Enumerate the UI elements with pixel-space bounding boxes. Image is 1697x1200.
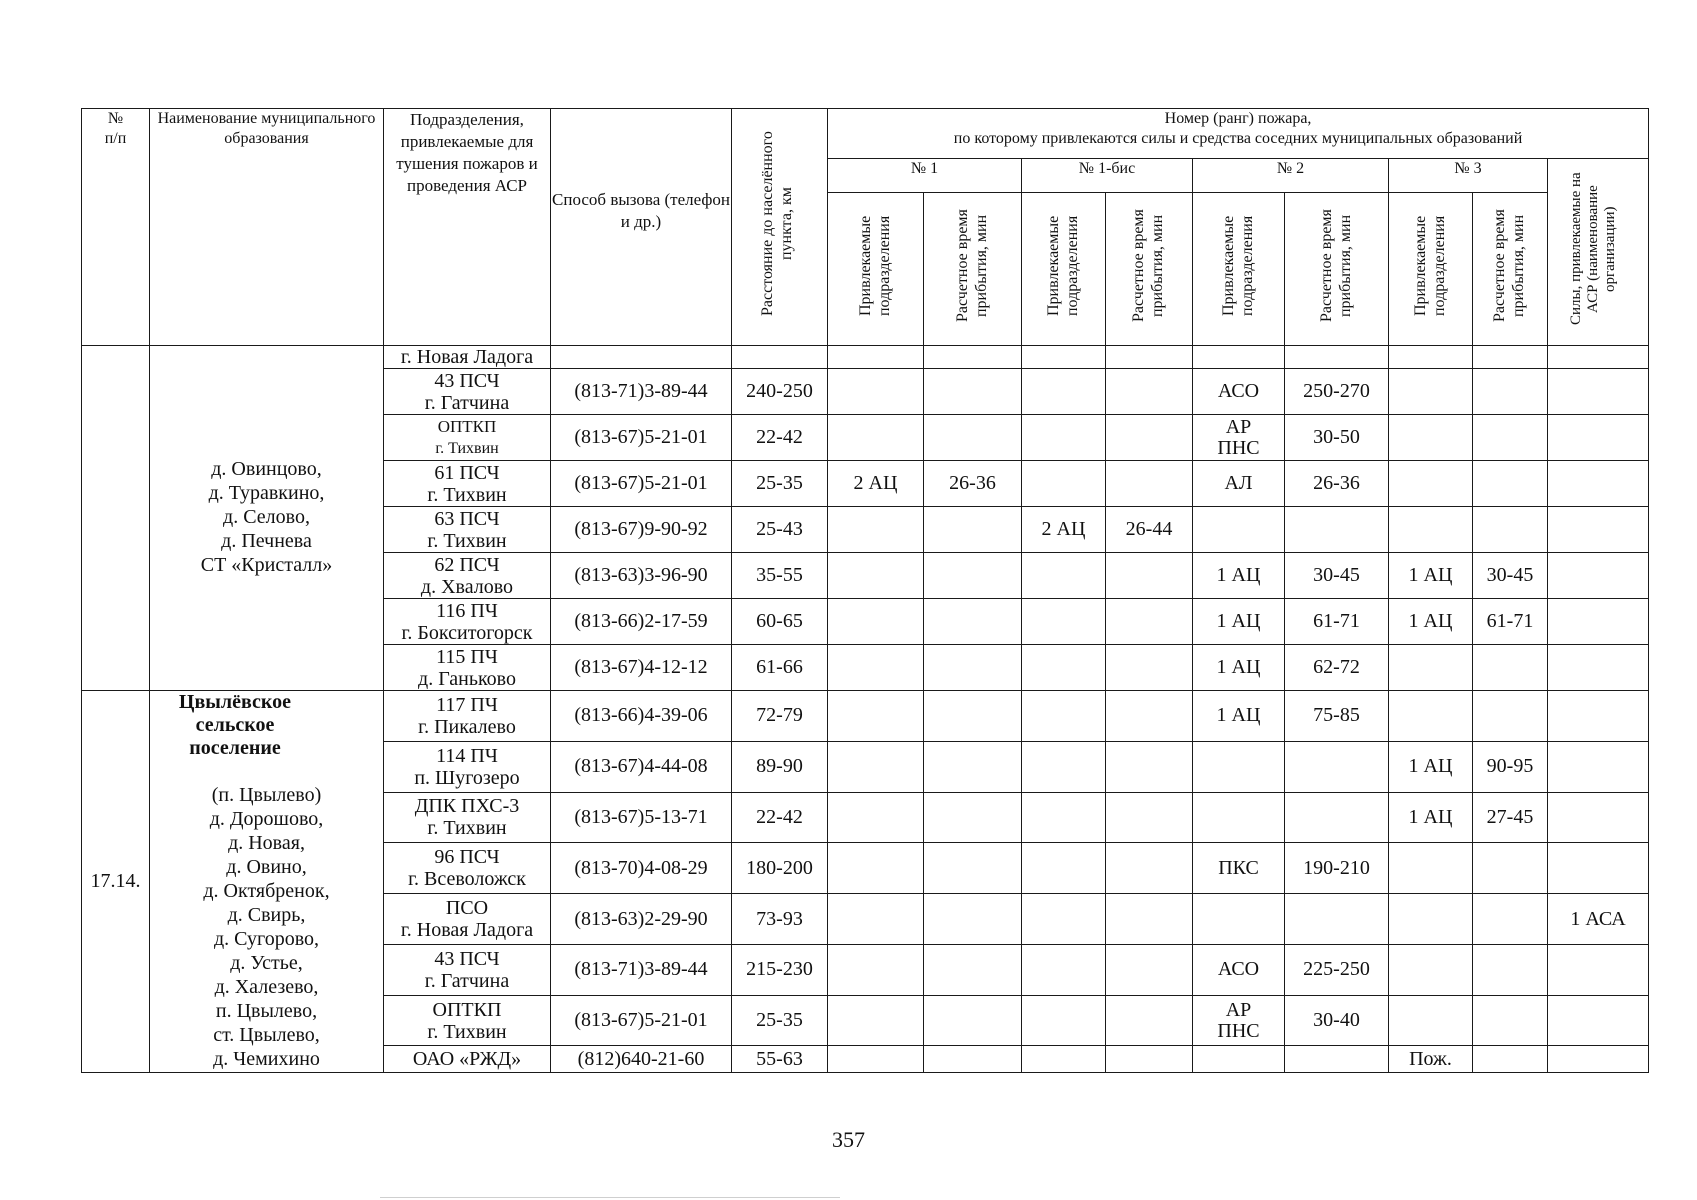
rank3-units-cell [1389,691,1473,742]
rank-1: № 1 [828,159,1022,193]
header-num: № п/п [82,109,150,346]
rank1bis-units-cell [1022,944,1106,995]
rank1-time-cell [924,369,1022,415]
rank1bis-time-cell [1106,691,1193,742]
rank2-time-cell [1285,894,1389,945]
rank1bis-time-cell [1106,461,1193,507]
table-row [82,346,1649,369]
unit-name: 117 ПЧ [436,693,498,716]
unit-cell [384,995,551,1046]
rank1bis-time-cell [1106,415,1193,461]
rank1-time-cell [924,843,1022,894]
unit-location: г. Тихвин [427,1020,507,1043]
sub-time-r3-label: Расчетное время прибытия, мин [1491,209,1527,323]
rank2-units-cell: АСО [1193,944,1285,995]
settlement-name: д. Халезево, [214,976,319,998]
call-method-cell: (813-67)5-21-01 [551,461,732,507]
distance-cell: 72-79 [732,691,828,742]
asr-forces-cell [1548,369,1649,415]
unit-location: г. Всеволожск [408,868,526,891]
rank3-time-cell: 61-71 [1473,599,1548,645]
distance-cell: 22-42 [732,415,828,461]
settlement-name: д. Чемихино [213,1048,320,1070]
unit-name: 114 ПЧ [436,744,498,767]
unit-cell [384,1046,551,1073]
rank1bis-time-cell [1106,599,1193,645]
rank-3: № 3 [1389,159,1548,193]
unit-name: ПСО [445,897,489,920]
unit-location: г. Тихвин [427,817,507,840]
rank1-time-cell [924,792,1022,843]
unit-cell [384,346,551,369]
rank3-units-cell: 1 АЦ [1389,792,1473,843]
rank3-time-cell [1473,645,1548,691]
asr-forces-cell [1548,843,1649,894]
rank1bis-time-cell [1106,553,1193,599]
rank3-units-cell [1389,894,1473,945]
rank-2: № 2 [1193,159,1389,193]
call-method-cell: (813-71)3-89-44 [551,369,732,415]
rank1-units-cell: 2 АЦ [828,461,924,507]
rank1-time-cell [924,944,1022,995]
rank2-units-cell: 1 АЦ [1193,599,1285,645]
unit-location: п. Шугозеро [414,766,520,789]
rank2-time-cell [1285,741,1389,792]
unit-cell [384,553,551,599]
asr-forces-cell [1548,599,1649,645]
rank2-time-cell: 190-210 [1285,843,1389,894]
call-method-cell: (813-67)5-21-01 [551,995,732,1046]
header-rank-title [828,109,1649,159]
rank1-units-cell [828,599,924,645]
rank1-units-cell [828,645,924,691]
sub-units-r1 [828,193,924,346]
unit-cell [384,944,551,995]
rank2-time-cell: 30-40 [1285,995,1389,1046]
rank3-time-cell [1473,894,1548,945]
rank3-units-cell: Пож. [1389,1046,1473,1073]
rank2-units-cell [1193,792,1285,843]
sub-units-r1bis [1022,193,1106,346]
rank1-units-cell [828,415,924,461]
header-units: Подразделения, привлекаемые для тушения пожаров и проведения АСР [384,109,551,346]
unit-cell [384,894,551,945]
settlement-name: д. Селово, [223,506,310,528]
call-method-cell: (813-67)4-12-12 [551,645,732,691]
rank1-units-cell [828,741,924,792]
rank1bis-time-cell [1106,995,1193,1046]
rank1bis-time-cell [1106,369,1193,415]
rank1-time-cell [924,415,1022,461]
rank1-units-cell [828,1046,924,1073]
rank3-units-cell [1389,346,1473,369]
rank1bis-units-cell [1022,792,1106,843]
rank3-units-cell [1389,944,1473,995]
rank1-time-cell [924,553,1022,599]
rank2-time-cell: 225-250 [1285,944,1389,995]
rank1bis-units-cell [1022,346,1106,369]
unit-location: г. Гатчина [424,969,510,992]
rank1-units-cell [828,894,924,945]
sub-time-r1-label: Расчетное время прибытия, мин [953,209,990,323]
rank1bis-units-cell [1022,843,1106,894]
call-method-cell: (813-67)9-90-92 [551,507,732,553]
rank1-units-cell [828,346,924,369]
rank1-units-cell [828,995,924,1046]
sub-time-r3 [1473,193,1548,346]
sub-time-r1bis [1106,193,1193,346]
call-method-cell: (813-70)4-08-29 [551,843,732,894]
sub-time-r2 [1285,193,1389,346]
call-method-cell: (813-63)2-29-90 [551,894,732,945]
rank1-units-cell [828,553,924,599]
rank2-time-cell: 61-71 [1285,599,1389,645]
row-number [82,346,150,691]
asr-forces-cell: 1 АСА [1548,894,1649,945]
unit-cell [384,599,551,645]
rank1bis-time-cell [1106,792,1193,843]
rank1bis-units-cell [1022,369,1106,415]
rank3-units-cell: 1 АЦ [1389,599,1473,645]
rank2-time-cell [1285,792,1389,843]
rank3-time-cell [1473,415,1548,461]
call-method-cell: (813-71)3-89-44 [551,944,732,995]
rank1bis-time-cell [1106,843,1193,894]
rank1-time-cell [924,1046,1022,1073]
asr-forces-cell [1548,995,1649,1046]
unit-name: ОПТКП [432,998,502,1021]
sub-time-r2-label: Расчетное время прибытия, мин [1317,209,1354,323]
distance-cell: 35-55 [732,553,828,599]
rank2-time-cell [1285,346,1389,369]
distance-cell: 215-230 [732,944,828,995]
unit-cell [384,645,551,691]
rank3-units-cell [1389,461,1473,507]
rank1-time-cell [924,599,1022,645]
rank1bis-time-cell [1106,894,1193,945]
sub-time-r1 [924,193,1022,346]
row-number: 17.14. [82,691,150,1073]
distance-cell: 180-200 [732,843,828,894]
unit-cell [384,691,551,742]
rank1-time-cell [924,691,1022,742]
header-call-method: Способ вызова (телефон и др.) [551,109,732,346]
rank3-time-cell [1473,995,1548,1046]
unit-name: ОПТКП [437,416,497,436]
call-method-cell: (812)640-21-60 [551,1046,732,1073]
rank3-units-cell [1389,843,1473,894]
unit-cell [384,792,551,843]
rank3-time-cell [1473,843,1548,894]
settlement-name: д. Свирь, [227,904,306,926]
unit-name: ОАО «РЖД» [412,1048,522,1071]
unit-cell [384,843,551,894]
rank3-units-cell [1389,415,1473,461]
asr-forces-cell [1548,553,1649,599]
settlement-name: д. Устье, [230,952,303,974]
rank1-units-cell [828,691,924,742]
rank2-units-cell [1193,1046,1285,1073]
distance-cell: 55-63 [732,1046,828,1073]
settlement-name: д. Дорошово, [209,808,324,830]
asr-forces-cell [1548,507,1649,553]
rank2-time-cell: 26-36 [1285,461,1389,507]
rank3-units-cell [1389,507,1473,553]
table-row [82,691,1649,742]
rank2-time-cell: 250-270 [1285,369,1389,415]
header-asr-forces-label: Силы, привлекаемые на АСР (наименование организации) [1568,172,1619,326]
rank1-units-cell [828,792,924,843]
header-municipality-name: Наименование муниципального образования [150,109,384,346]
rank1bis-units-cell [1022,894,1106,945]
unit-name: 115 ПЧ [436,645,498,668]
sub-time-r1bis-label: Расчетное время прибытия, мин [1130,209,1166,323]
distance-cell: 25-35 [732,461,828,507]
rank3-units-cell [1389,369,1473,415]
scan-artifact-line [380,1197,840,1198]
header-distance [732,109,828,346]
rank1bis-units-cell [1022,691,1106,742]
rank2-units-cell: АР ПНС [1193,415,1285,461]
rank2-units-cell [1193,507,1285,553]
table-header [82,109,1649,346]
asr-forces-cell [1548,461,1649,507]
rank3-units-cell [1389,645,1473,691]
asr-forces-cell [1548,645,1649,691]
asr-forces-cell [1548,944,1649,995]
call-method-cell: (813-63)3-96-90 [551,553,732,599]
rank2-units-cell: ПКС [1193,843,1285,894]
rank2-units-cell: 1 АЦ [1193,645,1285,691]
rank1bis-units-cell [1022,995,1106,1046]
settlement-name: д. Октябренок, [203,880,330,902]
settlement-name: ст. Цвылево, [213,1024,320,1046]
rank1bis-units-cell [1022,645,1106,691]
settlement-name: д. Печнева [221,530,312,552]
rank3-time-cell: 30-45 [1473,553,1548,599]
unit-cell [384,415,551,461]
rank2-units-cell: 1 АЦ [1193,691,1285,742]
distance-cell: 89-90 [732,741,828,792]
distance-cell: 22-42 [732,792,828,843]
unit-name: 62 ПСЧ [434,553,500,576]
rank2-time-cell [1285,507,1389,553]
rank1-time-cell [924,507,1022,553]
distance-cell: 25-43 [732,507,828,553]
rank2-time-cell: 62-72 [1285,645,1389,691]
unit-location: г. Тихвин [427,483,507,506]
rank1bis-units-cell [1022,461,1106,507]
rank3-time-cell [1473,691,1548,742]
rank1-time-cell: 26-36 [924,461,1022,507]
unit-name: 43 ПСЧ [434,369,500,392]
rank1-units-cell [828,944,924,995]
page-number: 357 [832,1127,865,1152]
rank1-time-cell [924,894,1022,945]
asr-forces-cell [1548,792,1649,843]
table-body [82,346,1649,1073]
asr-forces-cell [1548,1046,1649,1073]
unit-name: ДПК ПХС-3 [414,795,520,818]
rank1bis-units-cell [1022,415,1106,461]
settlement-name: д. Туравкино, [208,482,325,504]
unit-name: 63 ПСЧ [434,507,500,530]
rank1bis-time-cell [1106,944,1193,995]
rank1bis-units-cell [1022,1046,1106,1073]
rank1bis-time-cell [1106,645,1193,691]
unit-location: г. Тихвин [427,529,507,552]
unit-name: 96 ПСЧ [434,846,500,869]
call-method-cell: (813-67)5-13-71 [551,792,732,843]
unit-cell [384,507,551,553]
rank1bis-time-cell [1106,741,1193,792]
settlement-name: п. Цвылево, [215,1000,318,1022]
rank1-units-cell [828,507,924,553]
municipality-name: Цвылёвское сельское поселение [178,691,292,759]
rank-1-bis: № 1-бис [1022,159,1193,193]
sub-units-r3 [1389,193,1473,346]
distance-cell: 61-66 [732,645,828,691]
rank3-time-cell [1473,944,1548,995]
unit-location: г. Тихвин [435,439,499,457]
settlement-name: д. Новая, [228,832,305,854]
rank3-time-cell [1473,507,1548,553]
asr-forces-cell [1548,691,1649,742]
settlement-name: СТ «Кристалл» [200,554,333,576]
rank2-units-cell [1193,346,1285,369]
settlement-name [150,760,383,784]
call-method-cell: (813-66)4-39-06 [551,691,732,742]
settlement-name: д. Овино, [226,856,307,878]
settlement-name: д. Овинцово, [211,458,322,480]
unit-cell [384,369,551,415]
rank3-time-cell [1473,1046,1548,1073]
fire-forces-table [81,108,1649,1073]
rank3-units-cell: 1 АЦ [1389,741,1473,792]
rank1-time-cell [924,346,1022,369]
rank2-units-cell [1193,894,1285,945]
asr-forces-cell [1548,741,1649,792]
rank2-time-cell [1285,1046,1389,1073]
sub-units-r1bis-label: Привлекаемые подразделения [1044,215,1081,317]
unit-name: 43 ПСЧ [434,947,500,970]
unit-cell [384,461,551,507]
rank2-units-cell: 1 АЦ [1193,553,1285,599]
unit-location: д. Ганьково [418,667,516,690]
unit-location: д. Хвалово [420,575,514,598]
municipality-cell [150,346,384,691]
rank3-time-cell: 90-95 [1473,741,1548,792]
rank-title-line-2: по которому привлекаются силы и средства соседних муниципальных образований [953,130,1523,147]
distance-cell: 240-250 [732,369,828,415]
distance-cell: 60-65 [732,599,828,645]
call-method-cell: (813-66)2-17-59 [551,599,732,645]
rank-title-line-1: Номер (ранг) пожара, [1164,110,1312,127]
rank3-time-cell [1473,369,1548,415]
rank3-units-cell: 1 АЦ [1389,553,1473,599]
settlement-name: д. Сугорово, [213,928,320,950]
header-distance-label: Расстояние до населённого пункта, км [758,131,795,317]
rank2-units-cell: АСО [1193,369,1285,415]
rank1bis-units-cell [1022,553,1106,599]
sub-units-r1-label: Привлекаемые подразделения [856,215,893,317]
unit-location: г. Новая Ладога [400,919,534,942]
rank2-units-cell: АР ПНС [1193,995,1285,1046]
call-method-cell [551,346,732,369]
rank1bis-units-cell [1022,741,1106,792]
unit-cell [384,741,551,792]
header-asr-forces [1548,159,1649,346]
rank2-units-cell [1193,741,1285,792]
sub-units-r2 [1193,193,1285,346]
rank1-units-cell [828,369,924,415]
unit-name: 116 ПЧ [436,599,498,622]
rank3-time-cell [1473,461,1548,507]
rank2-time-cell: 30-50 [1285,415,1389,461]
unit-name: г. Новая Ладога [400,346,534,368]
rank1bis-units-cell: 2 АЦ [1022,507,1106,553]
rank1bis-time-cell [1106,346,1193,369]
asr-forces-cell [1548,346,1649,369]
rank2-time-cell: 30-45 [1285,553,1389,599]
distance-cell [732,346,828,369]
settlement-name: (п. Цвылево) [211,784,322,806]
rank1bis-units-cell [1022,599,1106,645]
rank2-time-cell: 75-85 [1285,691,1389,742]
rank1-units-cell [828,843,924,894]
rank3-time-cell [1473,346,1548,369]
unit-name: 61 ПСЧ [434,461,500,484]
rank1-time-cell [924,645,1022,691]
unit-location: г. Гатчина [424,391,510,414]
distance-cell: 73-93 [732,894,828,945]
rank1bis-time-cell: 26-44 [1106,507,1193,553]
call-method-cell: (813-67)4-44-08 [551,741,732,792]
sub-units-r2-label: Привлекаемые подразделения [1219,215,1256,317]
rank3-time-cell: 27-45 [1473,792,1548,843]
rank1-time-cell [924,741,1022,792]
rank2-units-cell: АЛ [1193,461,1285,507]
rank1-time-cell [924,995,1022,1046]
unit-location: г. Бокситогорск [401,621,533,644]
unit-location: г. Пикалево [418,715,516,738]
rank1bis-time-cell [1106,1046,1193,1073]
call-method-cell: (813-67)5-21-01 [551,415,732,461]
rank3-units-cell [1389,995,1473,1046]
sub-units-r3-label: Привлекаемые подразделения [1411,215,1448,317]
municipality-cell [150,691,384,1073]
asr-forces-cell [1548,415,1649,461]
distance-cell: 25-35 [732,995,828,1046]
